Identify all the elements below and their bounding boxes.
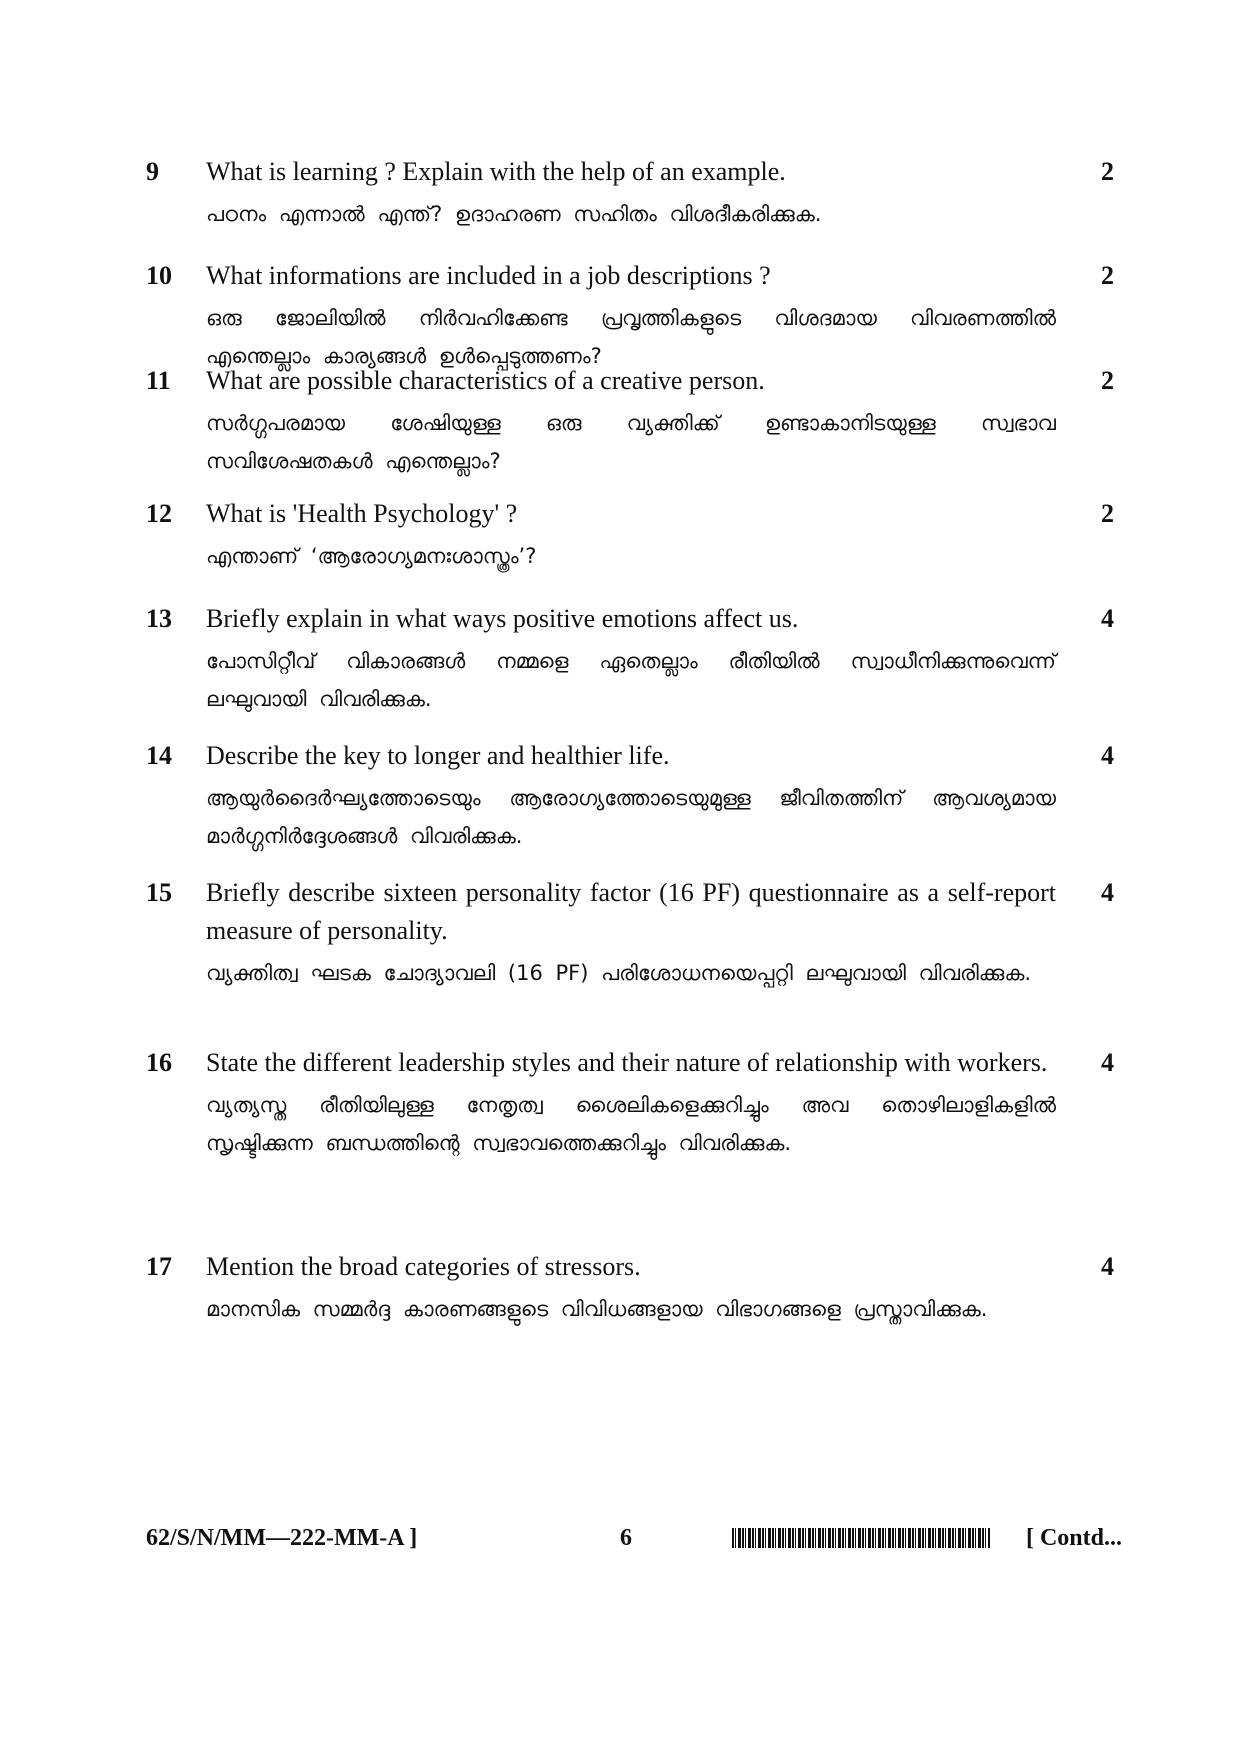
question-text-english: Mention the broad categories of stressors. <box>206 1252 641 1281</box>
question-number: 13 <box>146 604 172 633</box>
question-number: 9 <box>146 157 159 186</box>
question-body <box>206 737 1056 855</box>
question-marks: 2 <box>1101 366 1114 395</box>
question-body <box>206 1248 1056 1328</box>
question-text-malayalam: പോസിറ്റീവ് വികാരങ്ങൾ നമ്മളെ ഏതെല്ലാം രീതിയിൽ സ്വാധീനിക്കുന്നുവെന്ന് ലഘുവായി വിവരിക്കുക. <box>206 649 1056 711</box>
question-body <box>206 153 1056 233</box>
question-text-english: What is learning ? Explain with the help of an example. <box>206 157 786 186</box>
question-number: 11 <box>146 366 171 395</box>
question-text-malayalam: പഠനം എന്നാൽ എന്ത്? ഉദാഹരണ സഹിതം വിശദീകരിക്കുക. <box>206 202 822 226</box>
question-text-malayalam: മാനസിക സമ്മർദ്ദ കാരണങ്ങളുടെ വിവിധങ്ങളായ വിഭാഗങ്ങളെ പ്രസ്താവിക്കുക. <box>206 1297 988 1321</box>
question-body <box>206 495 1056 575</box>
question-marks: 2 <box>1101 261 1114 290</box>
question-text-english: Briefly explain in what ways positive emotions affect us. <box>206 604 799 633</box>
question-text-english: Briefly describe sixteen personality factor (16 PF) questionnaire as a self-report measure of personality. <box>206 878 1056 945</box>
question-text-malayalam: വ്യത്യസ്ത രീതിയിലുള്ള നേതൃത്വ ശൈലികളെക്കുറിച്ചും അവ തൊഴിലാളികളിൽ സൃഷ്ടിക്കുന്ന ബന്ധത്തിന്റെ സ്വഭാവത്തെക്കുറിച്ചും വിവരിക്കുക. <box>206 1093 1056 1155</box>
question-marks: 4 <box>1101 1252 1114 1281</box>
question-body <box>206 1044 1056 1162</box>
question-number: 12 <box>146 499 172 528</box>
page-footer <box>146 1518 1122 1558</box>
question-marks: 4 <box>1101 741 1114 770</box>
question-number: 17 <box>146 1252 172 1281</box>
question-text-english: What is 'Health Psychology' ? <box>206 499 518 528</box>
question-number: 14 <box>146 741 172 770</box>
question-number: 15 <box>146 878 172 907</box>
question-body <box>206 874 1056 992</box>
question-text-english: Describe the key to longer and healthier life. <box>206 741 670 770</box>
page-number: 6 <box>620 1525 632 1551</box>
question-text-malayalam: സർഗ്ഗപരമായ ശേഷിയുള്ള ഒരു വ്യക്തിക്ക് ഉണ്ടാകാനിടയുള്ള സ്വഭാവ സവിശേഷതകൾ എന്തെല്ലാം? <box>206 411 1056 473</box>
question-marks: 4 <box>1101 604 1114 633</box>
question-number: 10 <box>146 261 172 290</box>
question-text-english: State the different leadership styles and their nature of relationship with workers. <box>206 1048 1048 1077</box>
question-marks: 4 <box>1101 1048 1114 1077</box>
question-marks: 2 <box>1101 499 1114 528</box>
continued-label: [ Contd... <box>1025 1525 1122 1551</box>
question-text-malayalam: എന്താണ് ‘ആരോഗ്യമനഃശാസ്ത്രം’? <box>206 544 537 568</box>
question-text-malayalam: ആയുർദൈർഘ്യത്തോടെയും ആരോഗ്യത്തോടെയുമുള്ള ജീവിതത്തിന് ആവശ്യമായ മാർഗ്ഗനിർദ്ദേശങ്ങൾ വിവരിക്കുക. <box>206 786 1056 848</box>
question-text-english: What are possible characteristics of a creative person. <box>206 366 765 395</box>
question-text-english: What informations are included in a job descriptions ? <box>206 261 771 290</box>
question-marks: 2 <box>1101 157 1114 186</box>
question-text-malayalam: ഒരു ജോലിയിൽ നിർവഹിക്കേണ്ട പ്രവൃത്തികളുടെ വിശദമായ വിവരണത്തിൽ എന്തെല്ലാം കാര്യങ്ങൾ ഉൾപ്പെടുത്തണം? <box>206 306 1056 368</box>
question-body <box>206 600 1056 718</box>
paper-code: 62/S/N/MM—222-MM-A ] <box>146 1525 418 1551</box>
barcode-image <box>732 1528 990 1548</box>
question-body <box>206 257 1056 375</box>
question-marks: 4 <box>1101 878 1114 907</box>
question-body <box>206 362 1056 480</box>
question-text-malayalam: വ്യക്തിത്വ ഘടക ചോദ്യാവലി (16 PF) പരിശോധനയെപ്പറ്റി ലഘുവായി വിവരിക്കുക. <box>206 961 1032 985</box>
question-number: 16 <box>146 1048 172 1077</box>
